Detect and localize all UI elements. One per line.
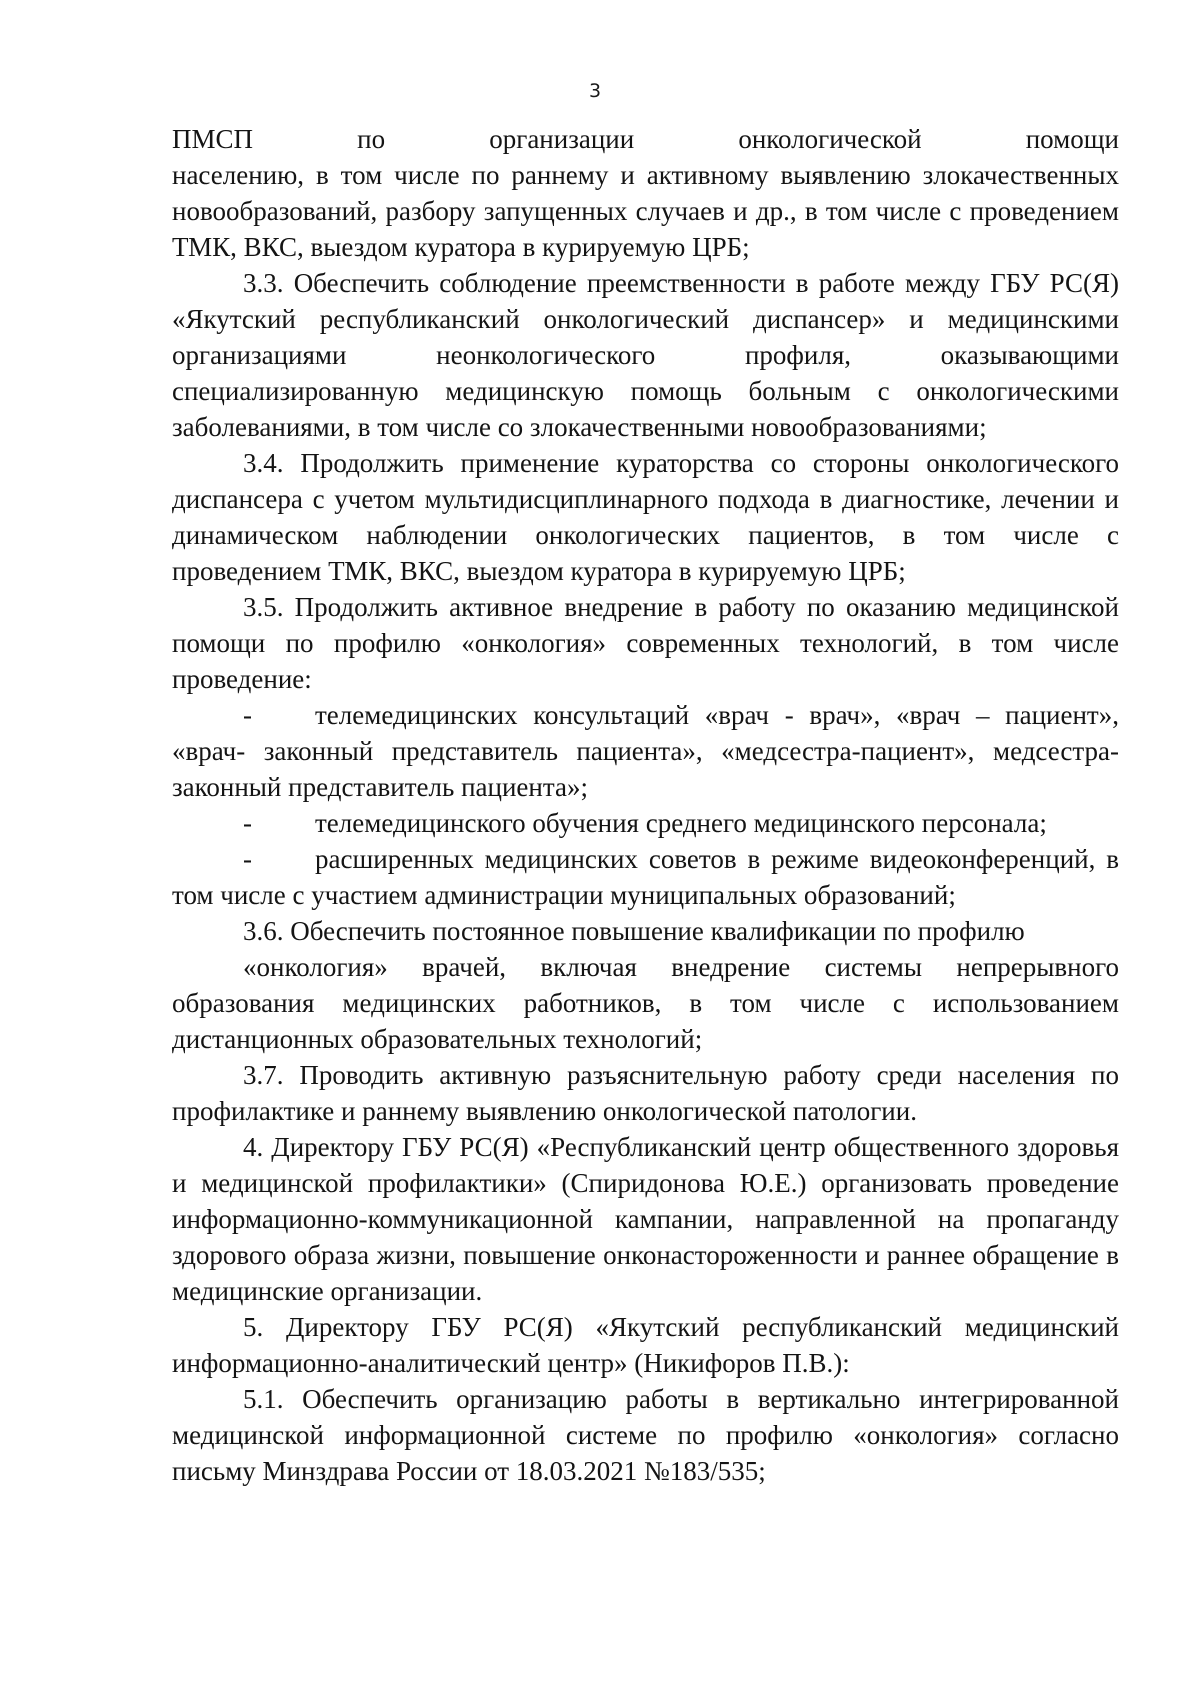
paragraph-3-4: 3.4. Продолжить применение кураторства со стороны онкологического диспансера с учетом мультидисциплинарного подхода в диагностике, лечении и динамическом наблюдении онкологических пациентов, в том числе с проведением ТМК, ВКС, выездом куратора в курируемую ЦРБ;	[172, 448, 1119, 586]
bullet-item	[172, 697, 1119, 805]
bullet-text: телемедицинских консультаций «врач - врач», «врач – пациент», «врач- законный представитель пациента», «медсестра-пациент», медсестра-законный представитель пациента»;	[172, 700, 1119, 802]
bullet-text: расширенных медицинских советов в режиме видеоконференций, в том числе с участием администрации муниципальных образований;	[172, 844, 1119, 910]
page-number: 3	[588, 80, 602, 102]
paragraph-3-6-body: «онкология» врачей, включая внедрение системы непрерывного образования медицинских работников, в том числе с использованием дистанционных образовательных технологий;	[172, 952, 1119, 1054]
paragraph-3-6-heading: 3.6. Обеспечить постоянное повышение квалификации по профилю	[243, 916, 1025, 946]
paragraph-continuation: населению, в том числе по раннему и активному выявлению злокачественных новообразований, разбору запущенных случаев и др., в том числе с проведением ТМК, ВКС, выездом куратора в курируемую ЦРБ;	[172, 160, 1119, 262]
paragraph-3-3: 3.3. Обеспечить соблюдение преемственности в работе между ГБУ РС(Я) «Якутский республиканский онкологический диспансер» и медицинскими организациями неонкологического профиля, оказывающими специализированную медицинскую помощь больным с онкологическими заболеваниями, в том числе со злокачественными новообразованиями;	[172, 268, 1119, 442]
paragraph-lead-line: ПМСП по организации онкологической помощи	[172, 124, 1119, 154]
bullet-item	[172, 805, 1119, 841]
bullet-dash: -	[243, 700, 252, 730]
paragraph-3-5: 3.5. Продолжить активное внедрение в работу по оказанию медицинской помощи по профилю «онкология» современных технологий, в том числе проведение:	[172, 592, 1119, 694]
paragraph-5: 5. Директору ГБУ РС(Я) «Якутский республиканский медицинский информационно-аналитический центр» (Никифоров П.В.):	[172, 1312, 1119, 1378]
paragraph-4: 4. Директору ГБУ РС(Я) «Республиканский центр общественного здоровья и медицинской профилактики» (Спиридонова Ю.Е.) организовать проведение информационно-коммуникационной кампании, направленной на пропаганду здорового образа жизни, повышение онконастороженности и раннее обращение в медицинские организации.	[172, 1132, 1119, 1306]
bullet-item	[172, 841, 1119, 913]
document-body	[172, 121, 1119, 1489]
paragraph-5-1: 5.1. Обеспечить организацию работы в вертикально интегрированной медицинской информационной системе по профилю «онкология» согласно письму Минздрава России от 18.03.2021 №183/535;	[172, 1384, 1119, 1486]
bullet-dash: -	[243, 844, 252, 874]
paragraph-3-7: 3.7. Проводить активную разъяснительную работу среди населения по профилактике и раннему выявлению онкологической патологии.	[172, 1060, 1119, 1126]
bullet-dash: -	[243, 808, 252, 838]
bullet-text: телемедицинского обучения среднего медицинского персонала;	[315, 808, 1047, 838]
